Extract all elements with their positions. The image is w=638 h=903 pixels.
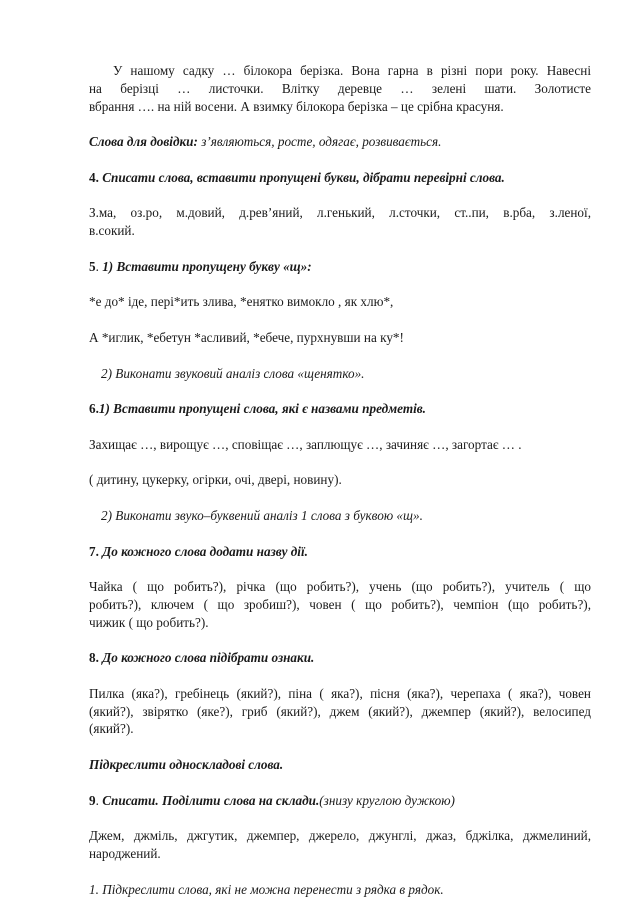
task-5-line-2: А *иглик, *ебетун *асливий, *ебече, пурхнувши на ку*! [89,329,404,345]
task-8-title: До кожного слова підібрати ознаки. [98,650,315,666]
task-9-dot: . [95,792,99,808]
task-8-line-3: (який?). [89,721,134,737]
task-4-title: Списати слова, вставити пропущені букви, дібрати перевірні слова. [98,169,505,185]
intro-line-1: У нашому садку … білокора берізка. Вона гарна в різні пори року. Навесні [113,63,591,78]
task-8-extra: Підкреслити односкладові слова. [89,757,284,773]
task-4-body [89,204,591,240]
task-6-heading [89,400,591,418]
task-9-body [89,827,591,863]
task-8-body [89,685,591,738]
task-9-note: (знизу круглою дужкою) [319,792,455,808]
task-5-subtask: 2) Виконати звуковий аналіз слова «щенятко». [101,365,365,381]
task-8-line-1: Пилка (яка?), гребінець (який?), піна ( яка?), пісня (яка?), черепаха ( яка?), човен [89,685,591,701]
task-6-line-1: Захищає …, вирощує …, сповіщає …, заплющує …, зачиняє …, загортає … . [89,436,522,452]
help-words-label: Слова для довідки: [89,134,198,150]
task-8-number: 8. [89,650,99,666]
task-5-number: 5 [89,258,96,274]
task-7-heading [89,543,591,561]
task-5-heading [89,258,591,276]
task-6-subtask: 2) Виконати звуко–буквений аналіз 1 слова з буквою «щ». [101,507,423,523]
task-5-title: 1) Вставити пропущену букву «щ»: [98,258,312,274]
task-6-line-2: ( дитину, цукерку, огірки, очі, двері, новину). [89,472,342,488]
task-7-line-1: Чайка ( що робить?), річка (що робить?), учень (що робить?), учитель ( що [89,579,591,595]
task-4-line-1: З.ма, оз.ро, м.довий, д.рев’яний, л.генький, л.сточки, ст..пи, в.рба, з.леної, [89,205,591,221]
help-words-text: з’являються, росте, одягає, розвивається. [197,134,442,150]
task-9-number: 9 [89,792,96,808]
task-4-number: 4. [89,169,99,185]
task-9-title: Списати. Поділити слова на склади. [98,792,320,808]
task-9-subtask: 1. Підкреслити слова, які не можна перенести з рядка в рядок. [89,881,444,897]
intro-line-2: на берізці … листочки. Влітку деревце … зелені шати. Золотисте [89,80,591,96]
task-8-heading [89,649,591,667]
task-5-dot: . [95,258,99,274]
task-4-line-2: в.сокий. [89,223,135,239]
task-6-number: 6. [89,401,99,417]
worksheet-page [89,62,591,898]
task-8-line-2: (який?), звірятко (яке?), гриб (який?), джем (який?), джемпер (який?), велосипед [89,703,591,719]
task-7-number: 7. [89,543,99,559]
task-7-line-3: чижик ( що робить?). [89,614,209,630]
task-7-line-2: робить?), ключем ( що зробиш?), човен ( що робить?), чемпіон (що робить?), [89,596,591,612]
task-4-heading [89,169,591,187]
intro-paragraph [89,62,591,115]
task-5-line-1: *е до* іде, пері*ить злива, *енятко вимокло , як хлю*, [89,294,394,310]
task-7-title: До кожного слова додати назву дії. [98,543,308,559]
task-7-body [89,578,591,631]
task-9-line-2: народжений. [89,846,161,862]
help-words [89,133,591,151]
task-6-title: 1) Вставити пропущені слова, які є назвами предметів. [98,401,426,417]
intro-line-3: вбрання …. на ній восени. А взимку білокора берізка – це срібна красуня. [89,98,504,114]
task-9-line-1: Джем, джміль, джгутик, джемпер, джерело, джунглі, джаз, бджілка, джмелиний, [89,828,591,844]
task-9-heading [89,792,591,810]
